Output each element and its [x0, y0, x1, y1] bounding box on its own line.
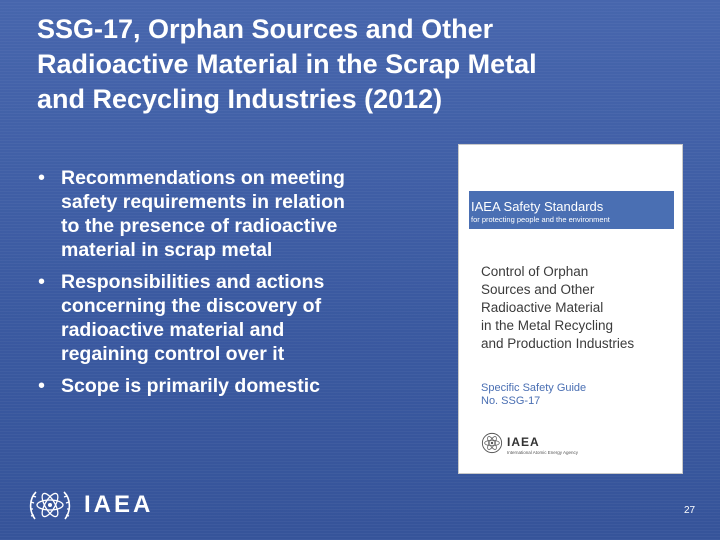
- bullet-dot-icon: •: [38, 167, 46, 189]
- cover-tagline: for protecting people and the environment: [471, 215, 610, 224]
- cover-guide-type: Specific Safety Guide: [481, 382, 587, 394]
- cover-title-line: Control of Orphan: [481, 264, 589, 279]
- iaea-cover-logo-icon: [481, 432, 503, 454]
- bullet-line: material in scrap metal: [61, 239, 273, 261]
- title-line: SSG-17, Orphan Sources and Other: [37, 14, 494, 44]
- bullet-text: [61, 374, 438, 398]
- bullet-item: [38, 166, 438, 262]
- publication-cover-image: [458, 144, 683, 474]
- iaea-atom-logo-icon: [27, 483, 73, 529]
- cover-title-line: in the Metal Recycling: [481, 318, 614, 333]
- bullet-line: to the presence of radioactive: [61, 215, 338, 237]
- bullet-item: [38, 374, 438, 398]
- bullet-text: [61, 270, 438, 366]
- cover-book-title: [481, 263, 634, 353]
- cover-logo-text: IAEA: [507, 435, 540, 449]
- bullet-text: [61, 166, 438, 262]
- bullet-item: [38, 270, 438, 366]
- cover-guide-number: No. SSG-17: [481, 395, 541, 407]
- bullet-line: Responsibilities and actions: [61, 271, 325, 293]
- bullet-list: [38, 166, 438, 406]
- title-line: and Recycling Industries (2012): [37, 84, 443, 114]
- bullet-line: radioactive material and: [61, 319, 285, 341]
- bullet-dot-icon: •: [38, 271, 46, 293]
- cover-series-title: IAEA Safety Standards: [471, 199, 604, 214]
- cover-logo-subtext: International Atomic Energy Agency: [507, 450, 579, 455]
- bullet-line: concerning the discovery of: [61, 295, 322, 317]
- bullet-line: Scope is primarily domestic: [61, 375, 321, 397]
- page-number: 27: [684, 505, 696, 516]
- cover-title-line: Radioactive Material: [481, 300, 604, 315]
- bullet-line: safety requirements in relation: [61, 191, 345, 213]
- footer-iaea-wordmark: IAEA: [84, 491, 154, 518]
- bullet-line: Recommendations on meeting: [61, 167, 345, 189]
- cover-title-line: Sources and Other: [481, 282, 595, 297]
- slide-title: [37, 12, 697, 117]
- bullet-dot-icon: •: [38, 375, 46, 397]
- title-line: Radioactive Material in the Scrap Metal: [37, 49, 537, 79]
- cover-title-line: and Production Industries: [481, 336, 635, 351]
- bullet-line: regaining control over it: [61, 343, 285, 365]
